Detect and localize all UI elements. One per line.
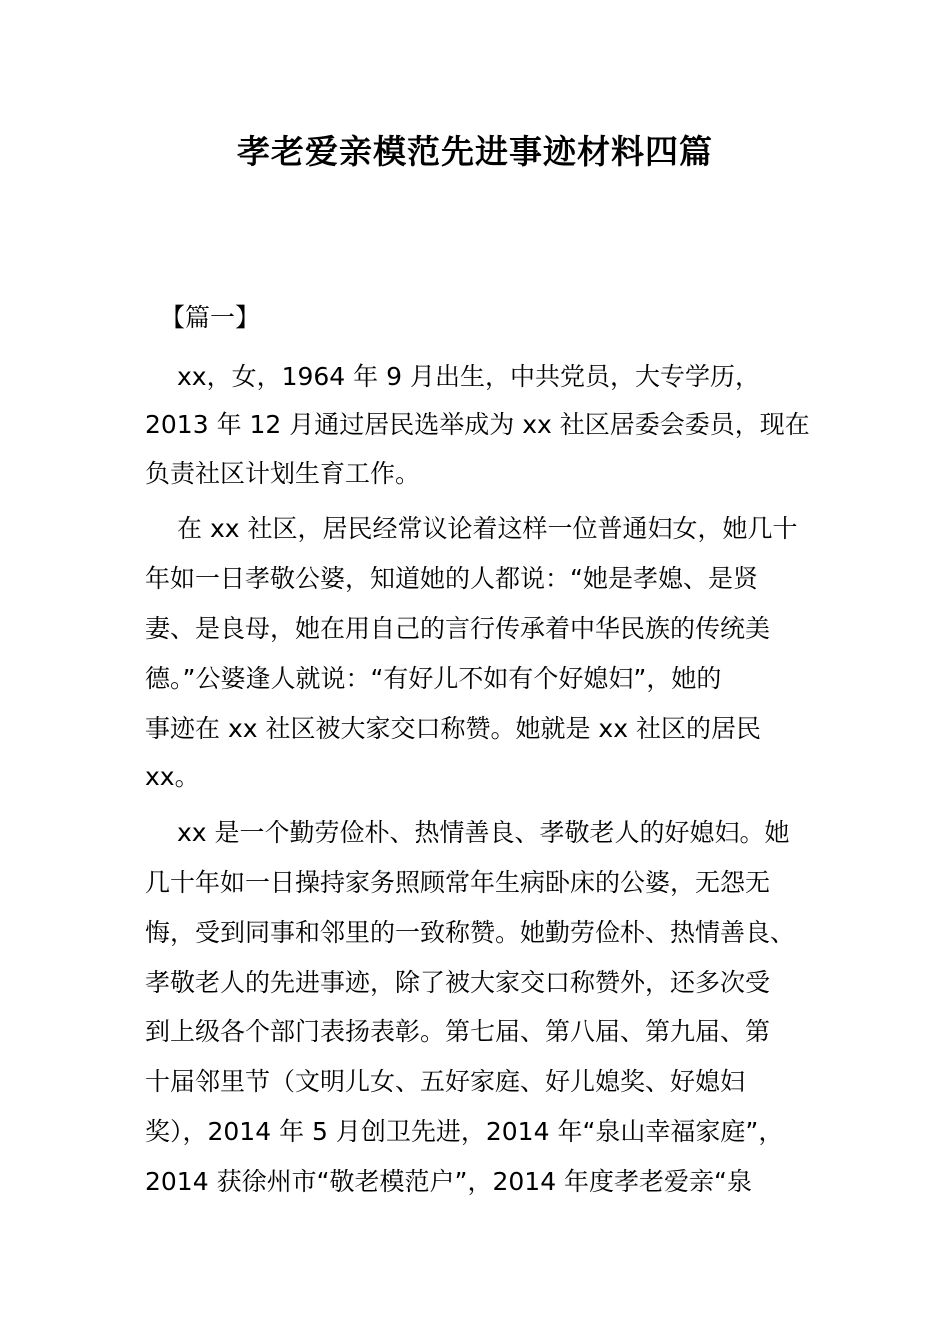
paragraph-line: 十届邻里节（文明儿女、五好家庭、好儿媳奖、好媳妇 bbox=[145, 1067, 746, 1096]
paragraph-line: 妻、是良母，她在用自己的言行传承着中华民族的传统美 bbox=[145, 614, 771, 643]
paragraph-line: 事迹在 xx 社区被大家交口称赞。她就是 xx 社区的居民 bbox=[145, 714, 761, 743]
paragraph-line: xx 是一个勤劳俭朴、热情善良、孝敬老人的好媳妇。她 bbox=[177, 818, 790, 847]
paragraph-line: 德。”公婆逢人就说：“有好儿不如有个好媳妇”，她的 bbox=[145, 664, 722, 693]
paragraph-line: 负责社区计划生育工作。 bbox=[145, 459, 421, 488]
paragraph-line: 到上级各个部门表扬表彰。第七届、第八届、第九届、第 bbox=[145, 1017, 771, 1046]
paragraph-line: 悔，受到同事和邻里的一致称赞。她勤劳俭朴、热情善良、 bbox=[145, 918, 796, 947]
document-title: 孝老爱亲模范先进事迹材料四篇 bbox=[237, 132, 713, 171]
paragraph-line: 几十年如一日操持家务照顾常年生病卧床的公婆，无怨无 bbox=[145, 868, 771, 897]
paragraph-line: 孝敬老人的先进事迹，除了被大家交口称赞外，还多次受 bbox=[145, 968, 771, 997]
paragraph-line: 年如一日孝敬公婆，知道她的人都说：“她是孝媳、是贤 bbox=[145, 564, 758, 593]
paragraph-line: 在 xx 社区，居民经常议论着这样一位普通妇女，她几十 bbox=[177, 514, 798, 543]
paragraph-line: xx。 bbox=[145, 762, 200, 791]
paragraph-line: 2013 年 12 月通过居民选举成为 xx 社区居委会委员，现在 bbox=[145, 410, 810, 439]
paragraph-line: 奖），2014 年 5 月创卫先进，2014 年“泉山幸福家庭”， bbox=[145, 1117, 784, 1146]
section-heading: 【篇一】 bbox=[160, 303, 261, 332]
paragraph-line: 2014 获徐州市“敬老模范户”，2014 年度孝老爱亲“泉 bbox=[145, 1167, 752, 1196]
paragraph-line: xx，女，1964 年 9 月出生，中共党员，大专学历， bbox=[177, 362, 760, 391]
